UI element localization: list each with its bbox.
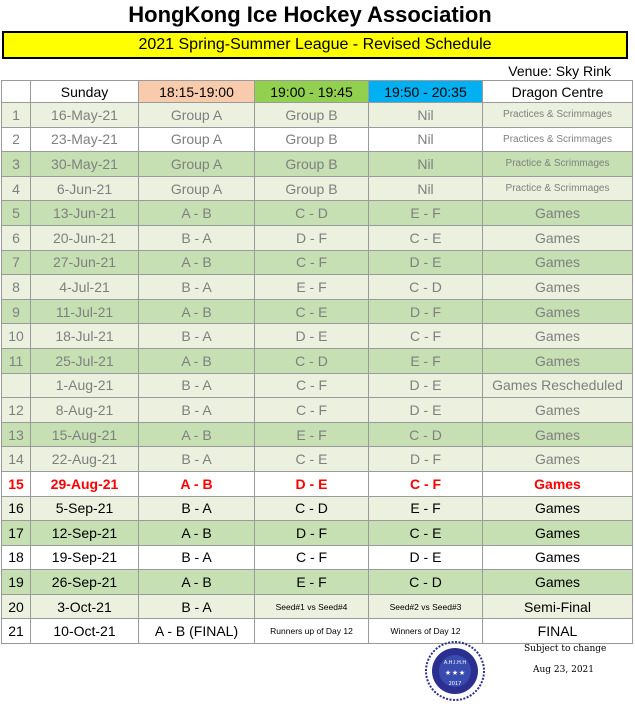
row-dragon: Semi-Final xyxy=(483,594,633,619)
row-dragon: Games xyxy=(483,496,633,521)
table-row xyxy=(2,619,633,644)
row-slot2: D - F xyxy=(255,521,369,546)
table-row xyxy=(2,422,633,447)
row-slot1: B - A xyxy=(139,275,255,300)
row-slot3: C - F xyxy=(369,471,483,496)
table-row xyxy=(2,373,633,398)
seal-year: 2017 xyxy=(448,681,462,687)
row-date: 30-May-21 xyxy=(31,152,139,177)
row-date: 13-Jun-21 xyxy=(31,201,139,226)
row-date: 11-Jul-21 xyxy=(31,299,139,324)
row-slot2: Group B xyxy=(255,127,369,152)
row-slot1: A - B xyxy=(139,201,255,226)
row-dragon: FINAL xyxy=(483,619,633,644)
row-number: 17 xyxy=(2,521,31,546)
row-number: 4 xyxy=(2,176,31,201)
table-row xyxy=(2,103,633,128)
row-slot3: C - E xyxy=(369,521,483,546)
row-date: 3-Oct-21 xyxy=(31,594,139,619)
row-slot1: B - A xyxy=(139,447,255,472)
row-slot1: A - B xyxy=(139,299,255,324)
row-dragon: Games Rescheduled xyxy=(483,373,633,398)
table-row xyxy=(2,324,633,349)
row-slot2: C - D xyxy=(255,496,369,521)
row-date: 25-Jul-21 xyxy=(31,348,139,373)
header-num xyxy=(2,81,31,103)
row-date: 4-Jul-21 xyxy=(31,275,139,300)
header-slot1: 18:15-19:00 xyxy=(139,81,255,103)
row-date: 15-Aug-21 xyxy=(31,422,139,447)
row-slot3: C - D xyxy=(369,422,483,447)
row-dragon: Games xyxy=(483,225,633,250)
row-slot3: C - D xyxy=(369,570,483,595)
row-slot2: C - D xyxy=(255,348,369,373)
row-slot3: Nil xyxy=(369,176,483,201)
row-slot3: C - E xyxy=(369,225,483,250)
row-slot2: E - F xyxy=(255,570,369,595)
row-date: 6-Jun-21 xyxy=(31,176,139,201)
revision-date: Aug 23, 2021 xyxy=(533,665,594,675)
row-slot1: A - B xyxy=(139,570,255,595)
row-slot1: B - A xyxy=(139,545,255,570)
row-slot3: D - F xyxy=(369,447,483,472)
row-date: 20-Jun-21 xyxy=(31,225,139,250)
row-date: 29-Aug-21 xyxy=(31,471,139,496)
row-slot1: Group A xyxy=(139,127,255,152)
row-number: 6 xyxy=(2,225,31,250)
table-row xyxy=(2,225,633,250)
row-slot1: A - B xyxy=(139,422,255,447)
row-number: 18 xyxy=(2,545,31,570)
row-slot1: B - A xyxy=(139,398,255,423)
row-slot1: A - B xyxy=(139,521,255,546)
row-slot1: B - A xyxy=(139,373,255,398)
association-seal xyxy=(424,640,486,702)
row-slot2: D - E xyxy=(255,471,369,496)
row-date: 16-May-21 xyxy=(31,103,139,128)
row-date: 5-Sep-21 xyxy=(31,496,139,521)
row-slot2: C - F xyxy=(255,398,369,423)
table-row xyxy=(2,176,633,201)
row-dragon: Games xyxy=(483,447,633,472)
row-slot1: A - B xyxy=(139,250,255,275)
row-dragon: Games xyxy=(483,545,633,570)
header-slot2: 19:00 - 19:45 xyxy=(255,81,369,103)
row-number: 11 xyxy=(2,348,31,373)
row-number: 10 xyxy=(2,324,31,349)
row-slot2: D - E xyxy=(255,324,369,349)
svg-text:★: ★ xyxy=(444,670,452,677)
subject-to-change-note: Subject to change xyxy=(524,644,607,654)
row-slot3: Seed#2 vs Seed#3 xyxy=(369,594,483,619)
table-row xyxy=(2,447,633,472)
row-date: 8-Aug-21 xyxy=(31,398,139,423)
row-date: 18-Jul-21 xyxy=(31,324,139,349)
row-slot2: C - E xyxy=(255,299,369,324)
row-dragon: Games xyxy=(483,250,633,275)
row-number: 3 xyxy=(2,152,31,177)
schedule-table xyxy=(1,80,633,644)
row-dragon: Games xyxy=(483,324,633,349)
row-date: 23-May-21 xyxy=(31,127,139,152)
row-slot1: B - A xyxy=(139,594,255,619)
row-date: 27-Jun-21 xyxy=(31,250,139,275)
row-slot3: E - F xyxy=(369,201,483,226)
seal-text: A.H.I.H.H xyxy=(443,660,467,666)
row-date: 12-Sep-21 xyxy=(31,521,139,546)
row-date: 26-Sep-21 xyxy=(31,570,139,595)
svg-text:★: ★ xyxy=(458,670,466,677)
row-slot2: D - F xyxy=(255,225,369,250)
row-number: 9 xyxy=(2,299,31,324)
row-number: 7 xyxy=(2,250,31,275)
row-slot1: Group A xyxy=(139,103,255,128)
row-dragon: Games xyxy=(483,471,633,496)
row-slot3: D - E xyxy=(369,398,483,423)
table-row xyxy=(2,545,633,570)
row-slot2: C - F xyxy=(255,250,369,275)
row-slot3: Nil xyxy=(369,152,483,177)
row-number: 16 xyxy=(2,496,31,521)
row-dragon: Practices & Scrimmages xyxy=(483,127,633,152)
row-date: 1-Aug-21 xyxy=(31,373,139,398)
row-slot3: D - E xyxy=(369,373,483,398)
row-slot3: D - E xyxy=(369,250,483,275)
row-number: 13 xyxy=(2,422,31,447)
table-row xyxy=(2,594,633,619)
venue-label: Venue: Sky Rink xyxy=(508,63,611,79)
row-number: 2 xyxy=(2,127,31,152)
table-row xyxy=(2,496,633,521)
row-slot3: C - D xyxy=(369,275,483,300)
table-row xyxy=(2,127,633,152)
table-row xyxy=(2,570,633,595)
schedule-subtitle: 2021 Spring-Summer League - Revised Schedule xyxy=(2,31,628,59)
row-number: 19 xyxy=(2,570,31,595)
table-row xyxy=(2,521,633,546)
row-slot1: A - B xyxy=(139,348,255,373)
row-dragon: Practice & Scrimmages xyxy=(483,176,633,201)
row-slot3: D - E xyxy=(369,545,483,570)
row-slot2: E - F xyxy=(255,422,369,447)
row-dragon: Practices & Scrimmages xyxy=(483,103,633,128)
row-slot2: C - D xyxy=(255,201,369,226)
seal-icon xyxy=(424,640,486,702)
row-number: 1 xyxy=(2,103,31,128)
row-dragon: Practice & Scrimmages xyxy=(483,152,633,177)
row-slot2: C - E xyxy=(255,447,369,472)
row-slot2: Runners up of Day 12 xyxy=(255,619,369,644)
row-slot3: D - F xyxy=(369,299,483,324)
svg-text:★: ★ xyxy=(451,670,459,677)
row-number: 15 xyxy=(2,471,31,496)
row-dragon: Games xyxy=(483,299,633,324)
row-number: 14 xyxy=(2,447,31,472)
row-date: 19-Sep-21 xyxy=(31,545,139,570)
row-slot1: Group A xyxy=(139,152,255,177)
header-dragon: Dragon Centre xyxy=(483,81,633,103)
table-row xyxy=(2,348,633,373)
row-number: 20 xyxy=(2,594,31,619)
row-dragon: Games xyxy=(483,275,633,300)
table-row xyxy=(2,201,633,226)
row-slot2: Group B xyxy=(255,176,369,201)
row-slot2: Group B xyxy=(255,152,369,177)
row-number: 5 xyxy=(2,201,31,226)
row-number: 8 xyxy=(2,275,31,300)
row-dragon: Games xyxy=(483,570,633,595)
row-slot2: Seed#1 vs Seed#4 xyxy=(255,594,369,619)
row-dragon: Games xyxy=(483,348,633,373)
row-slot3: Winners of Day 12 xyxy=(369,619,483,644)
row-slot2: C - F xyxy=(255,373,369,398)
row-dragon: Games xyxy=(483,398,633,423)
table-row xyxy=(2,250,633,275)
header-row xyxy=(2,81,633,103)
table-row xyxy=(2,275,633,300)
table-row xyxy=(2,299,633,324)
row-slot1: A - B xyxy=(139,471,255,496)
row-slot3: E - F xyxy=(369,496,483,521)
row-slot3: Nil xyxy=(369,103,483,128)
page-title: HongKong Ice Hockey Association xyxy=(128,2,492,27)
row-slot2: E - F xyxy=(255,275,369,300)
row-dragon: Games xyxy=(483,201,633,226)
row-slot3: C - F xyxy=(369,324,483,349)
row-number xyxy=(2,373,31,398)
row-dragon: Games xyxy=(483,521,633,546)
header-slot3: 19:50 - 20:35 xyxy=(369,81,483,103)
row-date: 10-Oct-21 xyxy=(31,619,139,644)
table-row xyxy=(2,471,633,496)
row-slot2: C - F xyxy=(255,545,369,570)
row-slot1: B - A xyxy=(139,324,255,349)
row-date: 22-Aug-21 xyxy=(31,447,139,472)
row-slot1: Group A xyxy=(139,176,255,201)
row-slot3: Nil xyxy=(369,127,483,152)
table-row xyxy=(2,398,633,423)
row-number: 12 xyxy=(2,398,31,423)
table-row xyxy=(2,152,633,177)
row-slot1: B - A xyxy=(139,496,255,521)
row-number: 21 xyxy=(2,619,31,644)
row-slot1: A - B (FINAL) xyxy=(139,619,255,644)
row-slot2: Group B xyxy=(255,103,369,128)
row-slot3: E - F xyxy=(369,348,483,373)
row-dragon: Games xyxy=(483,422,633,447)
row-slot1: B - A xyxy=(139,225,255,250)
header-day: Sunday xyxy=(31,81,139,103)
